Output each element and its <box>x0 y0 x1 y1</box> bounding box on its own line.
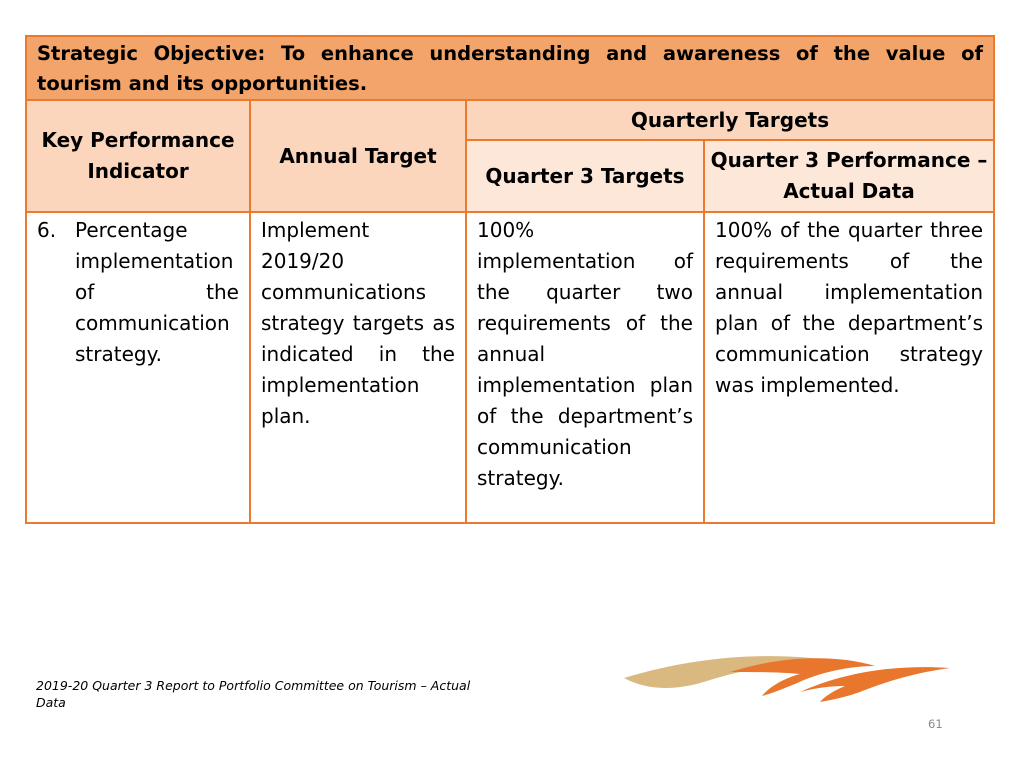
swoosh-logo-icon <box>620 650 955 710</box>
header-q3-targets: Quarter 3 Targets <box>466 140 704 212</box>
q3-target-cell: 100% implementation of the quarter two requirements of the annual implementation plan of the department’s communication strategy. <box>466 212 704 523</box>
header-kpi: Key Performance Indicator <box>26 100 250 212</box>
q3-performance-cell: 100% of the quarter three requirements of the annual implementation plan of the department’s communication strategy was implemented. <box>704 212 994 523</box>
kpi-number: 6. <box>37 218 57 242</box>
header-annual-target: Annual Target <box>250 100 466 212</box>
page-number: 61 <box>928 717 943 731</box>
kpi-table <box>25 35 995 524</box>
strategic-objective: Strategic Objective: To enhance understanding and awareness of the value of tourism and its opportunities. <box>26 36 994 100</box>
kpi-text: Percentage implementation of the communication strategy. <box>75 218 239 366</box>
header-q3-performance: Quarter 3 Performance – Actual Data <box>704 140 994 212</box>
kpi-cell <box>26 212 250 523</box>
footer-text: 2019-20 Quarter 3 Report to Portfolio Committee on Tourism – Actual Data <box>36 678 471 710</box>
header-quarterly-targets: Quarterly Targets <box>466 100 994 140</box>
annual-target-cell: Implement 2019/20 communications strategy targets as indicated in the implementation plan. <box>250 212 466 523</box>
